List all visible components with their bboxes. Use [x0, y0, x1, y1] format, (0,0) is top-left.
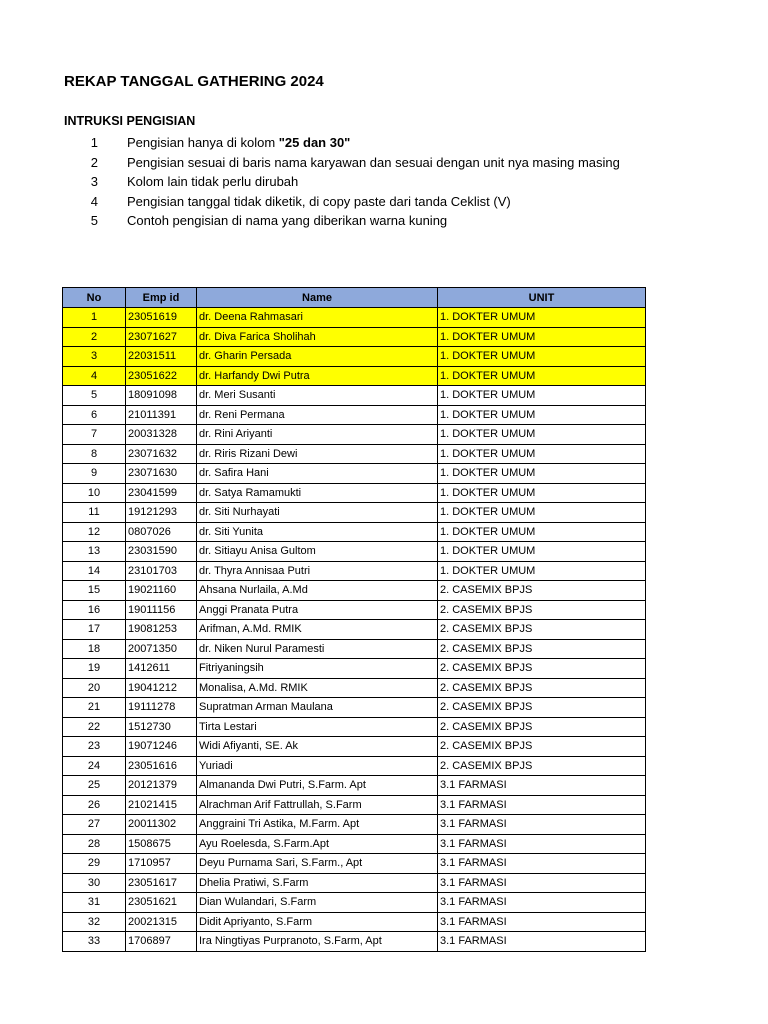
- cell-name: dr. Diva Farica Sholihah: [197, 327, 438, 347]
- cell-emp-id: 19071246: [126, 737, 197, 757]
- cell-unit: 1. DOKTER UMUM: [438, 327, 646, 347]
- instruction-text: Kolom lain tidak perlu dirubah: [127, 174, 299, 190]
- cell-unit: 3.1 FARMASI: [438, 912, 646, 932]
- cell-name: dr. Siti Yunita: [197, 522, 438, 542]
- cell-unit: 3.1 FARMASI: [438, 815, 646, 835]
- cell-no: 24: [63, 756, 126, 776]
- cell-emp-id: 23051619: [126, 308, 197, 328]
- table-row: [63, 483, 646, 503]
- instruction-item: [64, 211, 620, 231]
- cell-unit: 2. CASEMIX BPJS: [438, 581, 646, 601]
- cell-no: 12: [63, 522, 126, 542]
- table-row: [63, 912, 646, 932]
- table-row: [63, 776, 646, 796]
- table-row: [63, 620, 646, 640]
- table-row: [63, 581, 646, 601]
- cell-unit: 2. CASEMIX BPJS: [438, 639, 646, 659]
- cell-name: dr. Niken Nurul Paramesti: [197, 639, 438, 659]
- table-row: [63, 659, 646, 679]
- instruction-item: [64, 153, 620, 173]
- table-row: [63, 795, 646, 815]
- cell-name: dr. Reni Permana: [197, 405, 438, 425]
- cell-emp-id: 23101703: [126, 561, 197, 581]
- cell-no: 31: [63, 893, 126, 913]
- cell-unit: 2. CASEMIX BPJS: [438, 698, 646, 718]
- cell-emp-id: 19121293: [126, 503, 197, 523]
- cell-no: 16: [63, 600, 126, 620]
- header-unit: UNIT: [438, 288, 646, 308]
- cell-emp-id: 1710957: [126, 854, 197, 874]
- cell-no: 32: [63, 912, 126, 932]
- table-row: [63, 347, 646, 367]
- cell-emp-id: 23031590: [126, 542, 197, 562]
- table-row: [63, 327, 646, 347]
- instruction-text: Pengisian sesuai di baris nama karyawan dan sesuai dengan unit nya masing masing: [127, 154, 620, 170]
- table-row: [63, 834, 646, 854]
- cell-emp-id: 1412611: [126, 659, 197, 679]
- instruction-bold-text: "25 dan 30": [278, 135, 351, 150]
- cell-no: 19: [63, 659, 126, 679]
- table-row: [63, 639, 646, 659]
- cell-no: 1: [63, 308, 126, 328]
- table-row: [63, 698, 646, 718]
- cell-emp-id: 20031328: [126, 425, 197, 445]
- cell-name: dr. Thyra Annisaa Putri: [197, 561, 438, 581]
- instruction-text: Pengisian tanggal tidak diketik, di copy paste dari tanda Ceklist (V): [127, 193, 511, 209]
- cell-unit: 2. CASEMIX BPJS: [438, 620, 646, 640]
- instruction-item: [64, 192, 620, 212]
- cell-unit: 2. CASEMIX BPJS: [438, 717, 646, 737]
- cell-no: 23: [63, 737, 126, 757]
- cell-unit: 1. DOKTER UMUM: [438, 483, 646, 503]
- cell-emp-id: 23051616: [126, 756, 197, 776]
- cell-name: Arifman, A.Md. RMIK: [197, 620, 438, 640]
- cell-no: 8: [63, 444, 126, 464]
- instruction-text: Pengisian hanya di kolom: [127, 135, 279, 150]
- table-row: [63, 854, 646, 874]
- instruction-number: 3: [90, 174, 98, 190]
- cell-emp-id: 0807026: [126, 522, 197, 542]
- instruction-number: 2: [90, 154, 98, 170]
- cell-unit: 1. DOKTER UMUM: [438, 386, 646, 406]
- table-row: [63, 932, 646, 952]
- cell-no: 14: [63, 561, 126, 581]
- cell-unit: 3.1 FARMASI: [438, 776, 646, 796]
- cell-no: 2: [63, 327, 126, 347]
- cell-no: 29: [63, 854, 126, 874]
- instruction-item: [64, 172, 620, 192]
- cell-unit: 1. DOKTER UMUM: [438, 425, 646, 445]
- cell-emp-id: 23051617: [126, 873, 197, 893]
- cell-unit: 3.1 FARMASI: [438, 893, 646, 913]
- instructions-list: [64, 133, 620, 231]
- cell-name: Widi Afiyanti, SE. Ak: [197, 737, 438, 757]
- cell-unit: 3.1 FARMASI: [438, 873, 646, 893]
- cell-emp-id: 19041212: [126, 678, 197, 698]
- instruction-text: Contoh pengisian di nama yang diberikan warna kuning: [127, 213, 448, 229]
- cell-unit: 3.1 FARMASI: [438, 834, 646, 854]
- table-row: [63, 542, 646, 562]
- employee-table: [62, 287, 646, 952]
- cell-emp-id: 19021160: [126, 581, 197, 601]
- cell-unit: 1. DOKTER UMUM: [438, 542, 646, 562]
- header-no: No: [63, 288, 126, 308]
- cell-unit: 2. CASEMIX BPJS: [438, 600, 646, 620]
- cell-emp-id: 19081253: [126, 620, 197, 640]
- cell-emp-id: 22031511: [126, 347, 197, 367]
- cell-emp-id: 1508675: [126, 834, 197, 854]
- cell-unit: 1. DOKTER UMUM: [438, 503, 646, 523]
- cell-no: 10: [63, 483, 126, 503]
- instruction-number: 4: [90, 193, 98, 209]
- cell-name: Tirta Lestari: [197, 717, 438, 737]
- cell-no: 5: [63, 386, 126, 406]
- cell-name: dr. Rini Ariyanti: [197, 425, 438, 445]
- table-row: [63, 600, 646, 620]
- table-row: [63, 737, 646, 757]
- cell-unit: 2. CASEMIX BPJS: [438, 756, 646, 776]
- cell-emp-id: 23071632: [126, 444, 197, 464]
- cell-name: Fitriyaningsih: [197, 659, 438, 679]
- cell-no: 7: [63, 425, 126, 445]
- cell-emp-id: 18091098: [126, 386, 197, 406]
- cell-name: dr. Riris Rizani Dewi: [197, 444, 438, 464]
- instruction-item: [64, 133, 620, 153]
- cell-no: 27: [63, 815, 126, 835]
- cell-unit: 2. CASEMIX BPJS: [438, 737, 646, 757]
- cell-name: Ayu Roelesda, S.Farm.Apt: [197, 834, 438, 854]
- cell-name: dr. Meri Susanti: [197, 386, 438, 406]
- cell-no: 28: [63, 834, 126, 854]
- cell-no: 15: [63, 581, 126, 601]
- cell-unit: 3.1 FARMASI: [438, 795, 646, 815]
- cell-name: dr. Deena Rahmasari: [197, 308, 438, 328]
- cell-no: 11: [63, 503, 126, 523]
- cell-unit: 3.1 FARMASI: [438, 932, 646, 952]
- cell-no: 30: [63, 873, 126, 893]
- instructions-heading: INTRUKSI PENGISIAN: [64, 114, 196, 128]
- table-row: [63, 522, 646, 542]
- table-row: [63, 366, 646, 386]
- cell-name: dr. Sitiayu Anisa Gultom: [197, 542, 438, 562]
- table-row: [63, 308, 646, 328]
- cell-name: Anggraini Tri Astika, M.Farm. Apt: [197, 815, 438, 835]
- table-row: [63, 893, 646, 913]
- cell-emp-id: 21011391: [126, 405, 197, 425]
- header-emp-id: Emp id: [126, 288, 197, 308]
- cell-no: 21: [63, 698, 126, 718]
- instruction-number: 1: [90, 135, 98, 150]
- cell-emp-id: 1512730: [126, 717, 197, 737]
- header-name: Name: [197, 288, 438, 308]
- table-row: [63, 503, 646, 523]
- cell-emp-id: 23071627: [126, 327, 197, 347]
- cell-name: Deyu Purnama Sari, S.Farm., Apt: [197, 854, 438, 874]
- cell-unit: 3.1 FARMASI: [438, 854, 646, 874]
- cell-name: Didit Apriyanto, S.Farm: [197, 912, 438, 932]
- cell-emp-id: 19111278: [126, 698, 197, 718]
- cell-no: 3: [63, 347, 126, 367]
- cell-unit: 1. DOKTER UMUM: [438, 308, 646, 328]
- cell-name: Almananda Dwi Putri, S.Farm. Apt: [197, 776, 438, 796]
- table-row: [63, 678, 646, 698]
- cell-no: 22: [63, 717, 126, 737]
- cell-unit: 1. DOKTER UMUM: [438, 366, 646, 386]
- table-row: [63, 386, 646, 406]
- cell-name: Supratman Arman Maulana: [197, 698, 438, 718]
- cell-no: 33: [63, 932, 126, 952]
- cell-unit: 2. CASEMIX BPJS: [438, 659, 646, 679]
- cell-no: 18: [63, 639, 126, 659]
- instruction-number: 5: [90, 213, 98, 229]
- cell-emp-id: 19011156: [126, 600, 197, 620]
- cell-no: 13: [63, 542, 126, 562]
- cell-unit: 1. DOKTER UMUM: [438, 347, 646, 367]
- cell-no: 20: [63, 678, 126, 698]
- cell-emp-id: 20071350: [126, 639, 197, 659]
- cell-emp-id: 1706897: [126, 932, 197, 952]
- cell-no: 9: [63, 464, 126, 484]
- table-row: [63, 405, 646, 425]
- cell-emp-id: 20021315: [126, 912, 197, 932]
- cell-no: 6: [63, 405, 126, 425]
- cell-unit: 1. DOKTER UMUM: [438, 464, 646, 484]
- table-row: [63, 873, 646, 893]
- cell-no: 26: [63, 795, 126, 815]
- cell-unit: 1. DOKTER UMUM: [438, 561, 646, 581]
- cell-emp-id: 23071630: [126, 464, 197, 484]
- cell-emp-id: 21021415: [126, 795, 197, 815]
- cell-name: dr. Harfandy Dwi Putra: [197, 366, 438, 386]
- table-row: [63, 717, 646, 737]
- cell-unit: 2. CASEMIX BPJS: [438, 678, 646, 698]
- cell-no: 4: [63, 366, 126, 386]
- cell-name: dr. Siti Nurhayati: [197, 503, 438, 523]
- table-row: [63, 464, 646, 484]
- cell-emp-id: 23051622: [126, 366, 197, 386]
- table-header-row: [63, 288, 646, 308]
- cell-name: dr. Gharin Persada: [197, 347, 438, 367]
- cell-emp-id: 20011302: [126, 815, 197, 835]
- cell-name: Ahsana Nurlaila, A.Md: [197, 581, 438, 601]
- cell-emp-id: 23041599: [126, 483, 197, 503]
- cell-unit: 1. DOKTER UMUM: [438, 405, 646, 425]
- table-row: [63, 561, 646, 581]
- cell-name: Dhelia Pratiwi, S.Farm: [197, 873, 438, 893]
- cell-name: Anggi Pranata Putra: [197, 600, 438, 620]
- cell-name: dr. Safira Hani: [197, 464, 438, 484]
- cell-name: Monalisa, A.Md. RMIK: [197, 678, 438, 698]
- table-row: [63, 444, 646, 464]
- cell-unit: 1. DOKTER UMUM: [438, 444, 646, 464]
- table-row: [63, 425, 646, 445]
- cell-emp-id: 23051621: [126, 893, 197, 913]
- table-row: [63, 815, 646, 835]
- cell-name: dr. Satya Ramamukti: [197, 483, 438, 503]
- cell-no: 17: [63, 620, 126, 640]
- cell-name: Dian Wulandari, S.Farm: [197, 893, 438, 913]
- cell-emp-id: 20121379: [126, 776, 197, 796]
- cell-name: Yuriadi: [197, 756, 438, 776]
- cell-name: Ira Ningtiyas Purpranoto, S.Farm, Apt: [197, 932, 438, 952]
- cell-unit: 1. DOKTER UMUM: [438, 522, 646, 542]
- table-row: [63, 756, 646, 776]
- cell-no: 25: [63, 776, 126, 796]
- table-body: [63, 308, 646, 952]
- document-title: REKAP TANGGAL GATHERING 2024: [64, 73, 324, 90]
- cell-name: Alrachman Arif Fattrullah, S.Farm: [197, 795, 438, 815]
